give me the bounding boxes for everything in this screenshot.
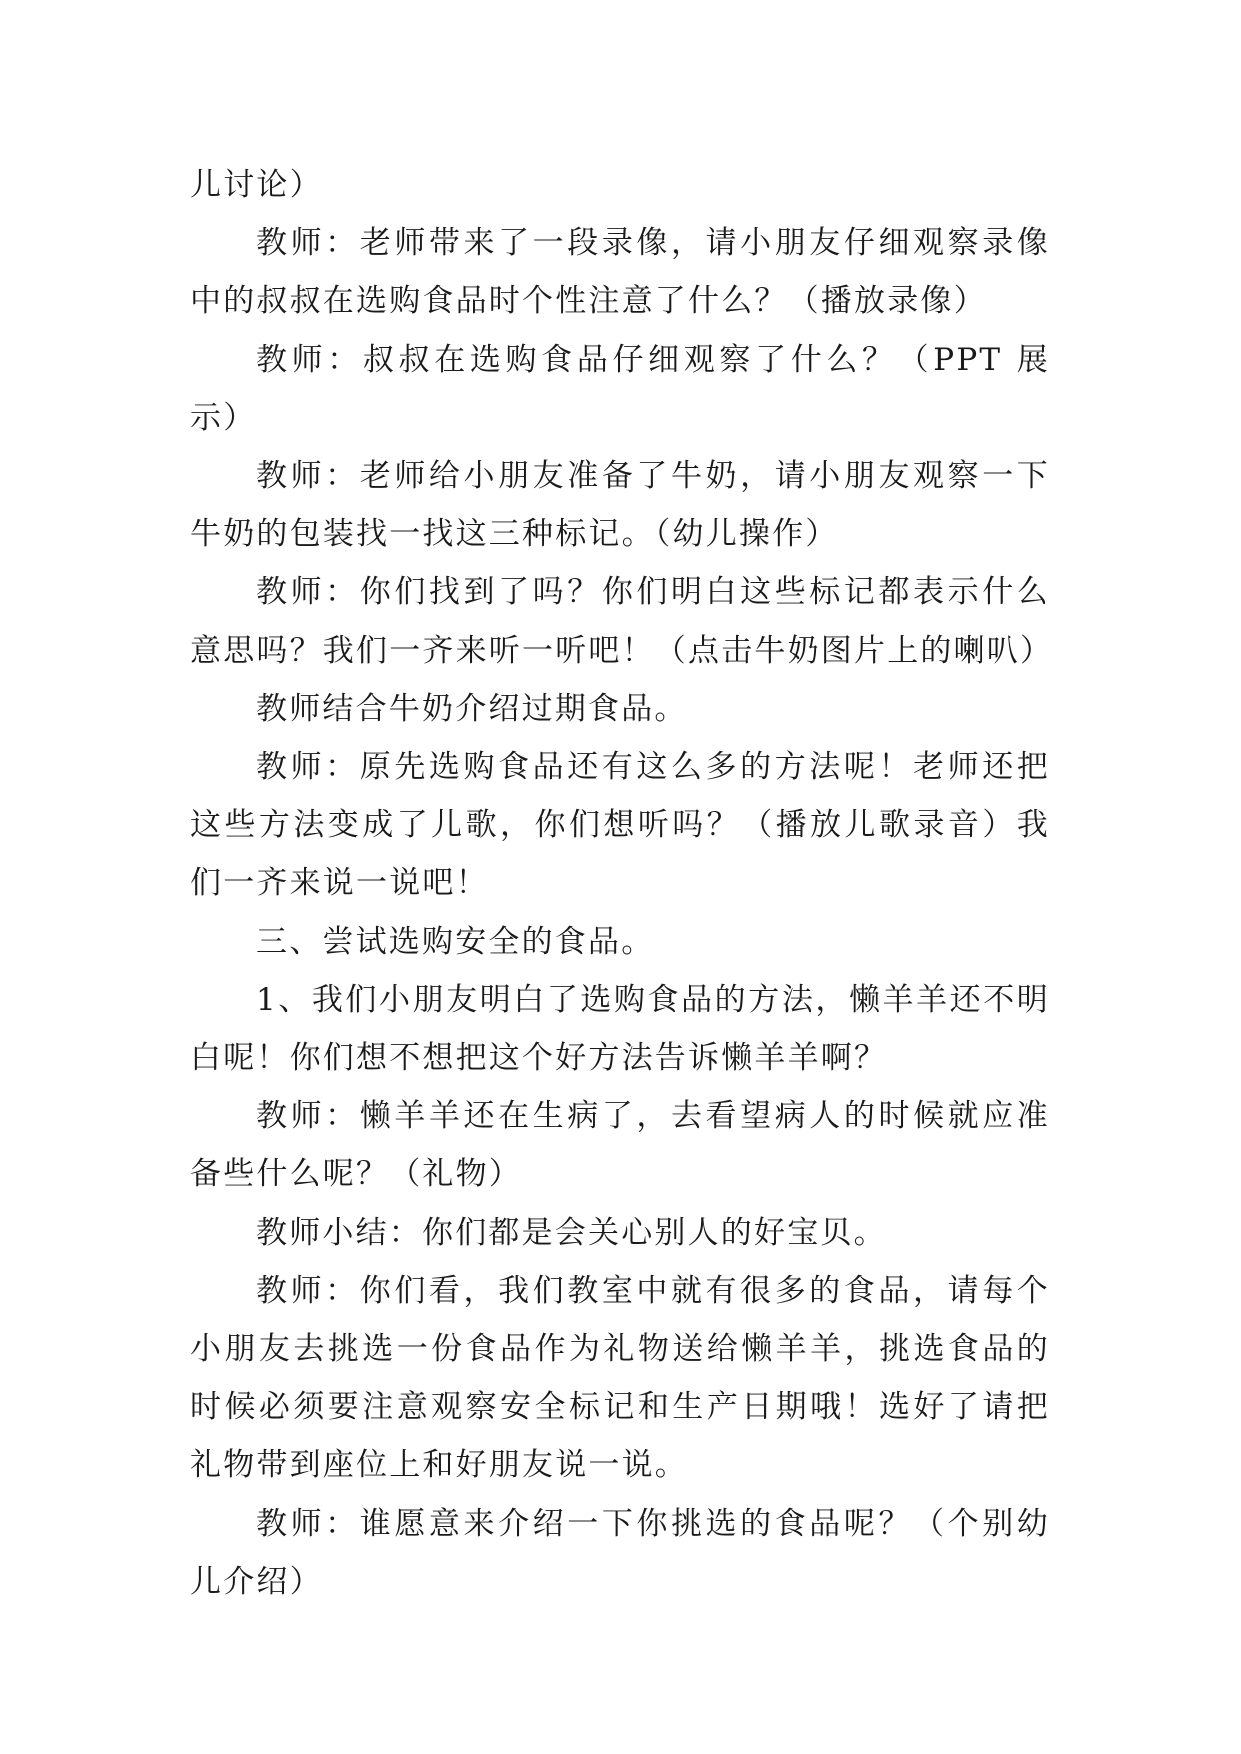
section-heading: 三、尝试选购安全的食品。 [256,923,655,960]
paragraph: 1、我们小朋友明白了选购食品的方法，懒羊羊还不明白呢！你们想不想把这个好方法告诉懒羊羊啊？ [190,981,1050,1077]
paragraph: 教师：老师给小朋友准备了牛奶，请小朋友观察一下牛奶的包装找一找这三种标记。（幼儿操作） [190,458,1050,553]
paragraph: 教师：你们看，我们教室中就有很多的食品，请每个小朋友去挑选一份食品作为礼物送给懒羊羊，挑选食品的时候必须要注意观察安全标记和生产日期哦！选好了请把礼物带到座位上和好朋友说一说。 [190,1272,1050,1484]
paragraph: 教师结合牛奶介绍过期食品。 [256,690,688,727]
paragraph: 教师：叔叔在选购食品仔细观察了什么？（PPT 展示） [190,341,1050,436]
paragraph: 教师：原先选购食品还有这么多的方法呢！老师还把这些方法变成了儿歌，你们想听吗？（播放儿歌录音）我们一齐来说一说吧！ [190,749,1050,902]
paragraph: 教师：你们找到了吗？你们明白这些标记都表示什么意思吗？我们一齐来听一听吧！（点击牛奶图片上的喇叭） [190,574,1054,669]
paragraph: 儿讨论） [190,167,323,203]
paragraph: 教师：懒羊羊还在生病了，去看望病人的时候就应准备些什么呢？（礼物） [190,1098,1050,1193]
paragraph: 教师小结：你们都是会关心别人的好宝贝。 [256,1214,887,1251]
paragraph: 教师：老师带来了一段录像，请小朋友仔细观察录像中的叔叔在选购食品时个性注意了什么？（播放录像） [190,225,1050,320]
paragraph: 教师：谁愿意来介绍一下你挑选的食品呢？（个别幼儿介绍） [190,1505,1050,1600]
document-page [190,156,1054,1611]
